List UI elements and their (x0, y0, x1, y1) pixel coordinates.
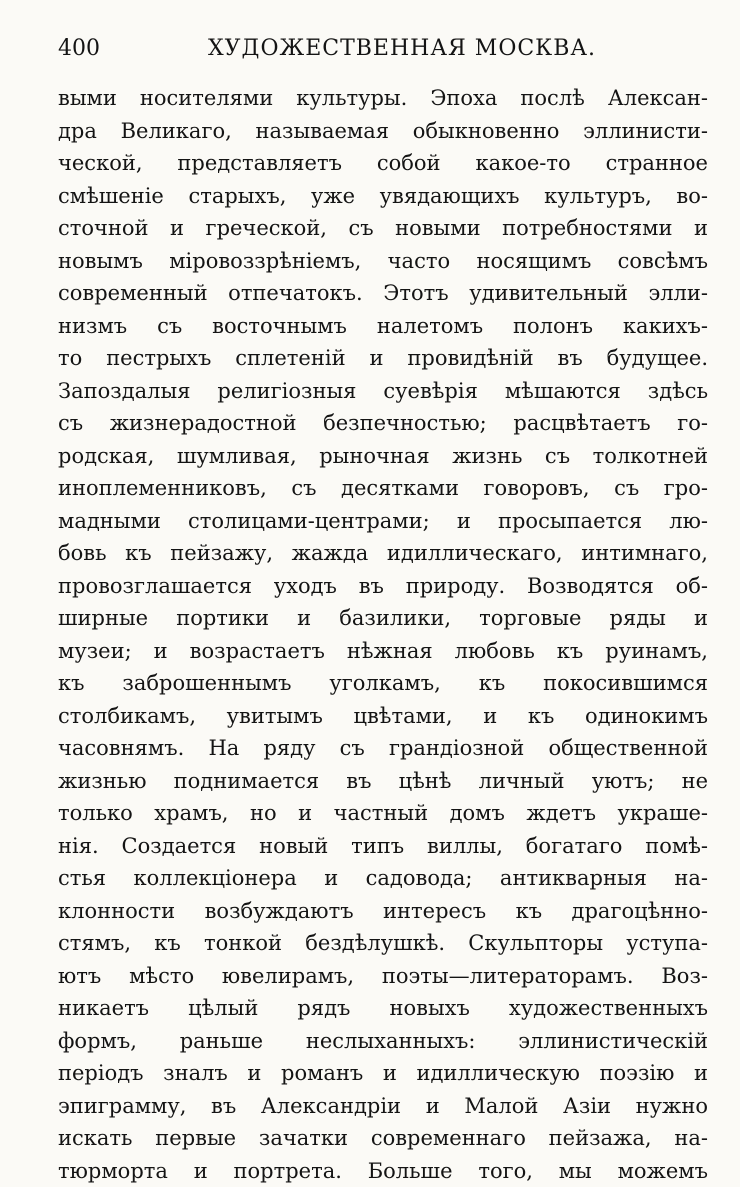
text-line-4: смѣшеніе старыхъ, уже увядающихъ культуръ, во- (58, 180, 708, 213)
text-line-7: современный отпечатокъ. Этотъ удивительный элли- (58, 277, 708, 310)
text-line-25: стья коллекціонера и садовода; антикварныя на- (58, 862, 708, 895)
text-line-15: бовь къ пейзажу, жажда идиллическаго, интимнаго, (58, 537, 708, 570)
text-line-8: низмъ съ восточнымъ налетомъ полонъ какихъ- (58, 310, 708, 343)
text-line-26: клонности возбуждаютъ интересъ къ драгоцѣнно- (58, 895, 708, 928)
text-line-13: иноплеменниковъ, съ десятками говоровъ, съ гро- (58, 472, 708, 505)
text-line-20: столбикамъ, увитымъ цвѣтами, и къ одинокимъ (58, 700, 708, 733)
text-line-9: то пестрыхъ сплетеній и провидѣній въ будущее. (58, 342, 708, 375)
page-header (58, 32, 706, 66)
text-line-2: дра Великаго, называемая обыкновенно эллинисти- (58, 115, 708, 148)
text-line-32: эпиграмму, въ Александріи и Малой Азіи нужно (58, 1090, 708, 1123)
text-line-11: съ жизнерадостной безпечностью; расцвѣтаетъ го- (58, 407, 708, 440)
text-line-1: выми носителями культуры. Эпоха послѣ Алексан- (58, 82, 708, 115)
running-title: ХУДОЖЕСТВЕННАЯ МОСКВА. (208, 32, 596, 66)
text-line-30: формъ, раньше неслыханныхъ: эллинистическій (58, 1025, 708, 1058)
text-line-23: только храмъ, но и частный домъ ждетъ украше- (58, 797, 708, 830)
text-line-22: жизнью поднимается въ цѣнѣ личный уютъ; не (58, 765, 708, 798)
text-line-16: провозглашается уходъ въ природу. Возводятся об- (58, 570, 708, 603)
page-number: 400 (58, 32, 100, 66)
text-line-18: музеи; и возрастаетъ нѣжная любовь къ руинамъ, (58, 635, 708, 668)
text-line-29: никаетъ цѣлый рядъ новыхъ художественныхъ (58, 992, 708, 1025)
text-line-27: стямъ, къ тонкой бездѣлушкѣ. Скульпторы уступа- (58, 927, 708, 960)
text-line-21: часовнямъ. На ряду съ грандіозной общественной (58, 732, 708, 765)
text-line-10: Запоздалыя религіозныя суевѣрія мѣшаются здѣсь (58, 375, 708, 408)
text-line-33: искать первые зачатки современнаго пейзажа, на- (58, 1122, 708, 1155)
text-line-19: къ заброшеннымъ уголкамъ, къ покосившимся (58, 667, 708, 700)
text-line-14: мадными столицами-центрами; и просыпается лю- (58, 505, 708, 538)
text-line-34: тюрморта и портрета. Больше того, мы можемъ (58, 1155, 708, 1187)
body-text (58, 82, 708, 1187)
text-line-3: ческой, представляетъ собой какое-то странное (58, 147, 708, 180)
text-line-6: новымъ міровоззрѣніемъ, часто носящимъ совсѣмъ (58, 245, 708, 278)
text-line-28: ютъ мѣсто ювелирамъ, поэты—литераторамъ. Воз- (58, 960, 708, 993)
text-line-31: періодъ зналъ и романъ и идиллическую поэзію и (58, 1057, 708, 1090)
text-line-17: ширные портики и базилики, торговые ряды и (58, 602, 708, 635)
text-line-5: сточной и греческой, съ новыми потребностями и (58, 212, 708, 245)
text-line-24: нія. Создается новый типъ виллы, богатаго помѣ- (58, 830, 708, 863)
text-line-12: родская, шумливая, рыночная жизнь съ толкотней (58, 440, 708, 473)
